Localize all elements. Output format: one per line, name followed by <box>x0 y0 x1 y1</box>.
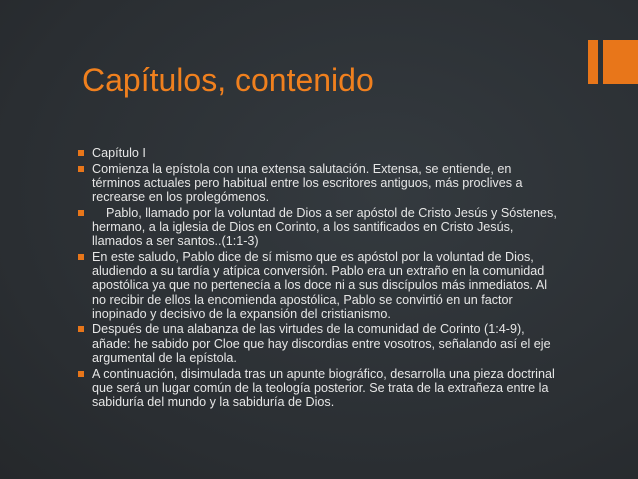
bullet-item <box>78 162 558 205</box>
bullet-text: A continuación, disimulada tras un apunte biográfico, desarrolla una pieza doctrinal que será un lugar común de la teología posterior. Se trata de la extrañeza entre la sabiduría del mundo y la sabiduría de Dios. <box>92 366 555 409</box>
slide-title: Capítulos, contenido <box>82 62 374 98</box>
bullet-item <box>78 205 561 249</box>
square-bullet-icon <box>78 254 84 260</box>
bullet-text: Después de una alabanza de las virtudes de la comunidad de Corinto (1:4-9), añade: he sabido por Cloe que hay discordias entre vosotros, señalando así el eje argumental de la epístola. <box>92 322 551 365</box>
bullet-item <box>78 367 558 410</box>
accent-bar-narrow <box>588 40 598 84</box>
bullet-text: En este saludo, Pablo dice de sí mismo que es apóstol por la voluntad de Dios, aludiendo a su tardía y atípica conversión. Pablo era un extraño en la comunidad apostólica ya que no pertenecía a los doce ni a sus discípulos más inmediatos. Al no recibir de ellos la encomienda apostólica, Pablo se convirtió en un factor inopinado y decisivo de la expansión del cristianismo. <box>92 249 548 321</box>
square-bullet-icon <box>78 326 84 332</box>
square-bullet-icon <box>78 210 84 216</box>
bullet-item <box>78 322 558 365</box>
bullet-text: Capítulo I <box>92 146 146 160</box>
bullet-item <box>78 250 558 321</box>
bullet-list <box>78 146 561 411</box>
bullet-item <box>78 146 558 160</box>
square-bullet-icon <box>78 371 84 377</box>
accent-bar-wide <box>603 40 638 84</box>
square-bullet-icon <box>78 166 84 172</box>
bullet-text: Comienza la epístola con una extensa salutación. Extensa, se entiende, en términos actuales pero habitual entre los escritores antiguos, más proclives a recrearse en los prolegómenos. <box>92 161 523 205</box>
bullet-text: Pablo, llamado por la voluntad de Dios a ser apóstol de Cristo Jesús y Sóstenes, hermano, a la iglesia de Dios en Corinto, a los santificados en Cristo Jesús, llamados a ser santos..(1:1-3) <box>92 205 561 249</box>
square-bullet-icon <box>78 150 84 156</box>
